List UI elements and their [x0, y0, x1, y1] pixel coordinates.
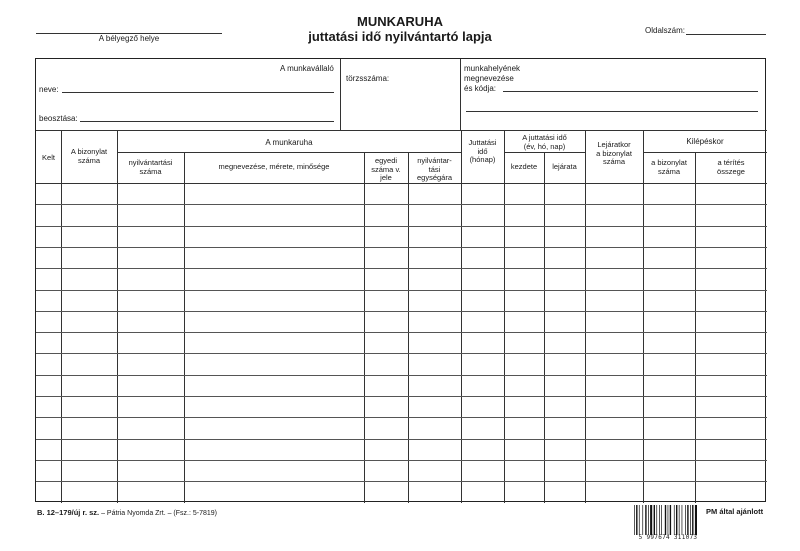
table-row — [36, 268, 767, 269]
table-row — [36, 396, 767, 397]
divider — [340, 59, 341, 130]
column-divider — [504, 130, 505, 503]
col-unit-id: egyedi száma v. jele — [371, 156, 401, 182]
table-row — [36, 226, 767, 227]
recommended-label: PM által ajánlott — [706, 507, 764, 516]
footer-code — [37, 508, 217, 517]
col-expiry-doc: Lejáratkor a bizonylat száma — [596, 140, 632, 166]
col-refund: a térítés összege — [717, 158, 745, 176]
table-row — [36, 332, 767, 333]
divider — [36, 130, 767, 131]
divider — [36, 183, 767, 184]
divider — [643, 152, 767, 153]
table-row — [36, 290, 767, 291]
form-code: B. 12–179/új r. sz. — [37, 508, 100, 517]
table-row — [36, 417, 767, 418]
col-description: megnevezése, mérete, minősége — [218, 162, 330, 171]
table-row — [36, 311, 767, 312]
employee-section-label: A munkavállaló — [280, 64, 334, 73]
form-title-line2: juttatási idő nyilvántartó lapja — [308, 29, 492, 44]
column-divider — [117, 130, 118, 503]
col-garment-group: A munkaruha — [265, 138, 313, 147]
table-row — [36, 460, 767, 461]
column-divider — [585, 130, 586, 503]
col-leaving-doc: a bizonylat száma — [651, 158, 687, 176]
col-allowance-group: A juttatási idő (év, hó, nap) — [522, 133, 567, 151]
barcode-digits: 5 997674 311073 — [638, 534, 698, 541]
col-registry-number: nyilvántartási száma — [128, 158, 173, 176]
workplace-label-1: munkahelyének — [464, 64, 521, 73]
divider — [117, 152, 461, 153]
divider — [460, 59, 461, 130]
column-divider — [61, 130, 62, 503]
column-divider — [461, 130, 462, 503]
table-row — [36, 247, 767, 248]
table-row — [36, 481, 767, 482]
table-row — [36, 439, 767, 440]
workplace-label-3: és kódja: — [464, 84, 497, 93]
stamp-label: A bélyegző helye — [98, 34, 160, 43]
workplace-field-2[interactable] — [466, 111, 758, 112]
page-number-label: Oldalszám: — [645, 26, 686, 35]
col-leaving-group: Kilépéskor — [686, 137, 724, 146]
col-expiry: lejárata — [552, 162, 577, 171]
name-label: neve: — [39, 85, 59, 94]
col-start: kezdete — [510, 162, 538, 171]
publisher: – Pátria Nyomda Zrt. – (Fsz.: 5-7819) — [101, 510, 218, 517]
position-field[interactable] — [80, 121, 334, 122]
workplace-label-2: megnevezése — [464, 74, 514, 83]
page-number-field[interactable] — [686, 34, 766, 35]
col-period: Juttatási idő (hónap) — [468, 138, 497, 164]
form-table — [35, 58, 766, 502]
form-title-line1: MUNKARUHA — [357, 14, 443, 29]
table-row — [36, 375, 767, 376]
col-date: Kelt — [42, 153, 55, 162]
col-doc-number: A bizonylat száma — [70, 147, 108, 165]
position-label: beosztása: — [39, 114, 78, 123]
col-unit-price: nyilvántar- tási egységára — [416, 156, 453, 182]
column-divider — [643, 130, 644, 503]
barcode-icon — [633, 505, 703, 535]
form-title — [250, 14, 550, 44]
table-row — [36, 204, 767, 205]
table-row — [36, 353, 767, 354]
name-field[interactable] — [62, 92, 334, 93]
id-label: törzsszáma: — [346, 74, 390, 83]
workplace-field-1[interactable] — [503, 91, 758, 92]
